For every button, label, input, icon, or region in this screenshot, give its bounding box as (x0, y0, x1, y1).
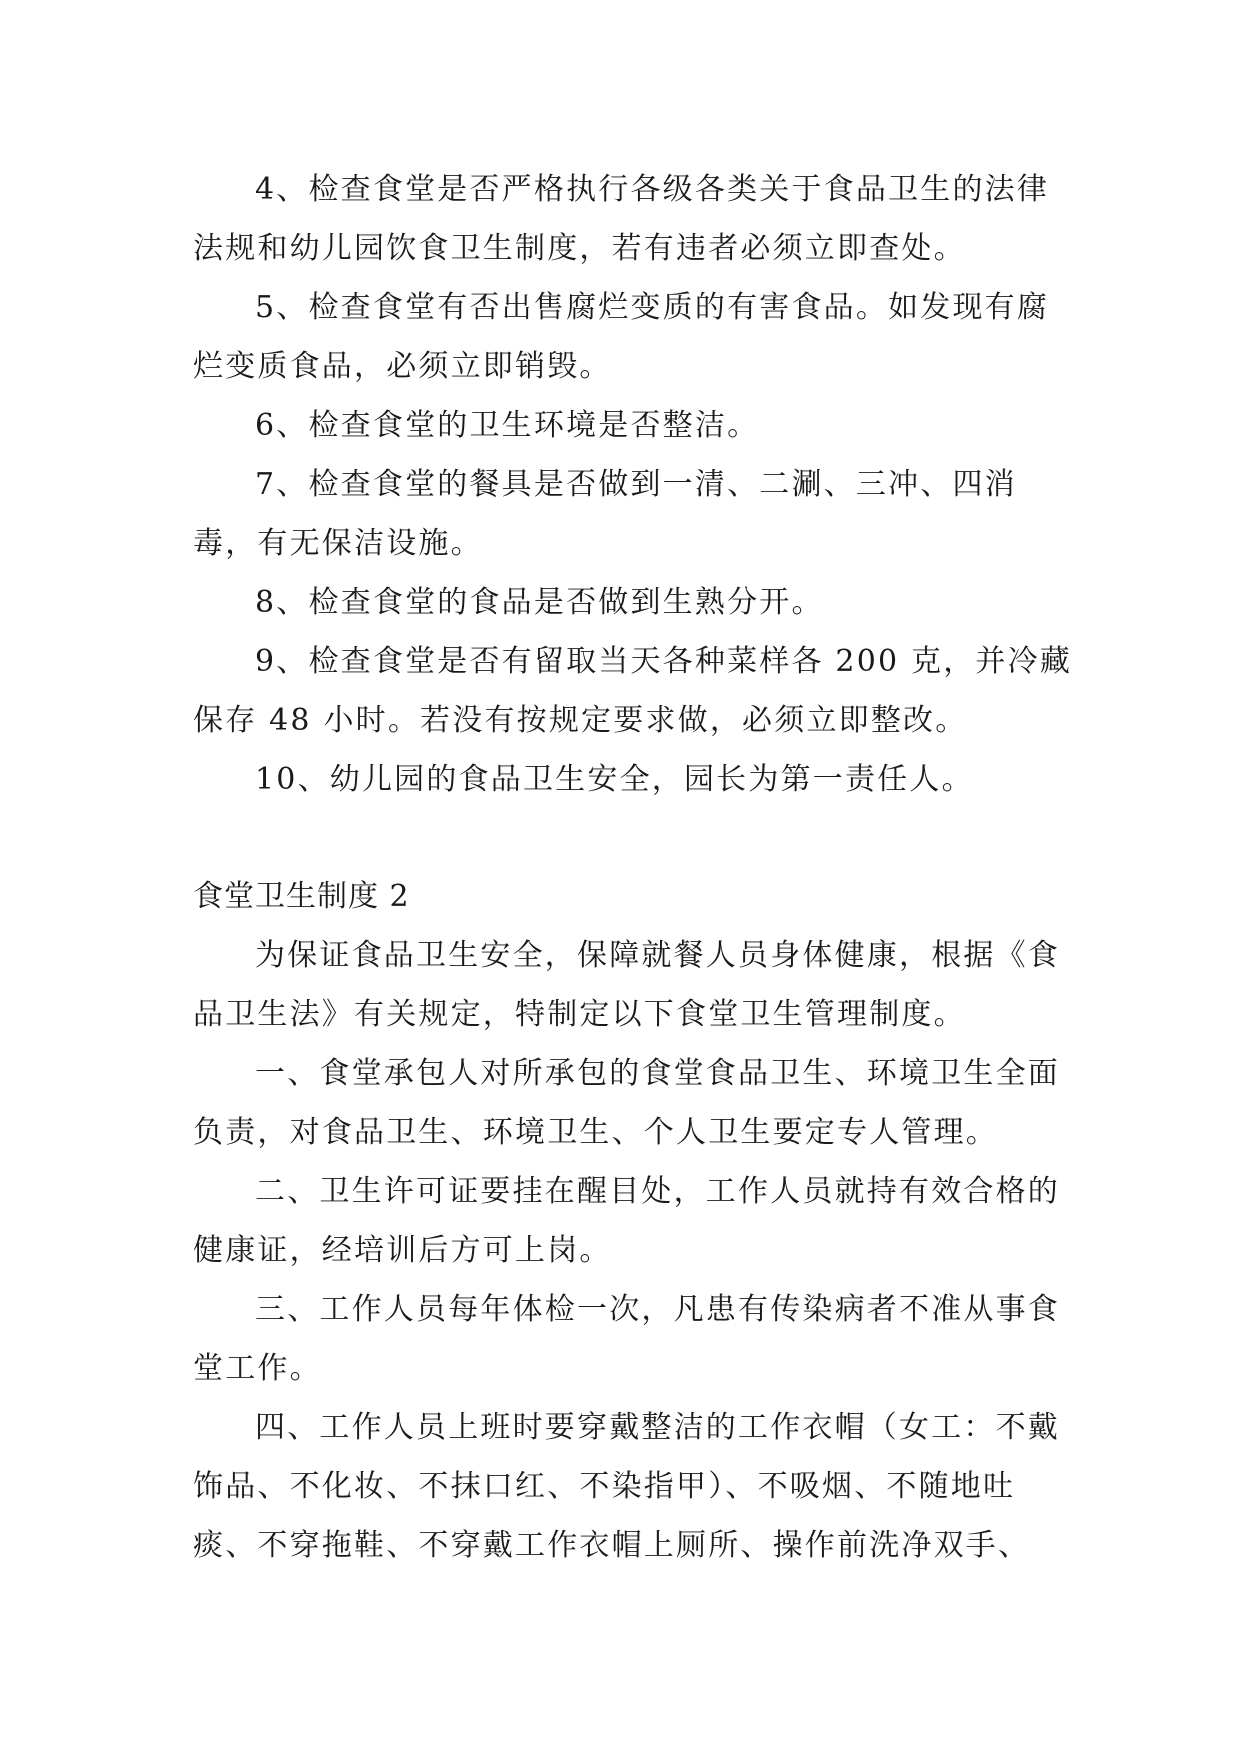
paragraph-item-9: 9、检查食堂是否有留取当天各种菜样各 200 克，并冷藏保存 48 小时。若没有按规定要求做，必须立即整改。 (193, 644, 1073, 738)
paragraph-rule-3: 三、工作人员每年体检一次，凡患有传染病者不准从事食堂工作。 (193, 1292, 1060, 1386)
paragraph-item-8: 8、检查食堂的食品是否做到生熟分开。 (255, 585, 824, 620)
document-body (193, 160, 1073, 1575)
paragraph-item-7: 7、检查食堂的餐具是否做到一清、二涮、三冲、四消毒，有无保洁设施。 (193, 467, 1017, 561)
paragraph-item-4: 4、检查食堂是否严格执行各级各类关于食品卫生的法律法规和幼儿园饮食卫生制度，若有违者必须立即查处。 (193, 172, 1050, 266)
paragraph-rule-1: 一、食堂承包人对所承包的食堂食品卫生、环境卫生全面负责，对食品卫生、环境卫生、个人卫生要定专人管理。 (193, 1056, 1060, 1150)
paragraph-rule-4: 四、工作人员上班时要穿戴整洁的工作衣帽（女工：不戴饰品、不化妆、不抹口红、不染指甲）、不吸烟、不随地吐痰、不穿拖鞋、不穿戴工作衣帽上厕所、操作前洗净双手、 (193, 1410, 1060, 1563)
paragraph-item-10: 10、幼儿园的食品卫生安全，园长为第一责任人。 (255, 762, 974, 797)
section-heading: 食堂卫生制度 2 (193, 879, 410, 914)
paragraph-intro: 为保证食品卫生安全，保障就餐人员身体健康，根据《食品卫生法》有关规定，特制定以下食堂卫生管理制度。 (193, 938, 1060, 1032)
paragraph-item-6: 6、检查食堂的卫生环境是否整洁。 (255, 408, 760, 443)
paragraph-rule-2: 二、卫生许可证要挂在醒目处，工作人员就持有效合格的健康证，经培训后方可上岗。 (193, 1174, 1060, 1268)
paragraph-item-5: 5、检查食堂有否出售腐烂变质的有害食品。如发现有腐烂变质食品，必须立即销毁。 (193, 290, 1050, 384)
